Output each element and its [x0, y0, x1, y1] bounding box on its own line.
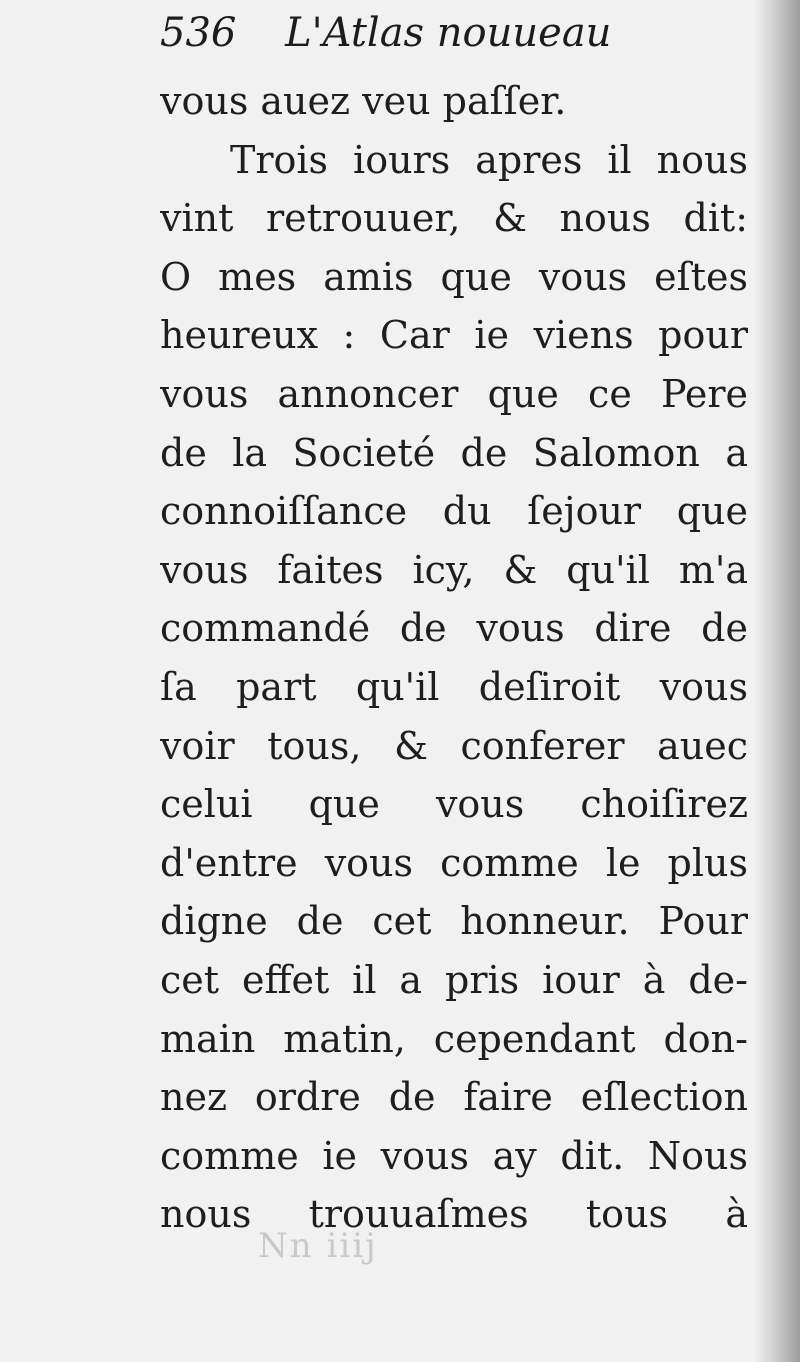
page-number: 536 [160, 10, 237, 56]
text-line: comme ie vous ay dit. Nous [160, 1133, 748, 1178]
text-line: digne de cet honneur. Pour [160, 899, 748, 944]
text-line: vous annoncer que ce Pere [160, 371, 748, 416]
text-line: vous auez veu paſſer. [160, 79, 567, 123]
signature-mark: Nn iiij [258, 1226, 378, 1266]
text-line: vint retrouuer, & nous dit: [160, 196, 748, 241]
page-header [160, 10, 611, 56]
running-title: L'Atlas nouueau [285, 10, 612, 56]
text-line: nous trouuaſmes tous à [160, 1192, 748, 1237]
text-line: vous faites icy, & qu'il m'a [160, 547, 748, 592]
text-line: nez ordre de faire eſlection [160, 1075, 748, 1120]
body-text [160, 72, 748, 1244]
text-line: Trois iours apres il nous [230, 137, 748, 182]
text-line: ſa part qu'il deſiroit vous [160, 664, 748, 709]
text-line: d'entre vous comme le plus [160, 840, 748, 885]
text-line: main matin, cependant don- [160, 1016, 748, 1061]
text-line: de la Societé de Salomon a [160, 430, 748, 475]
text-line: commandé de vous dire de [160, 606, 748, 651]
text-line: cet effet il a pris iour à de- [160, 957, 748, 1002]
text-line: celui que vous choiſirez [160, 782, 748, 827]
page-spine-shadow [754, 0, 800, 1362]
text-line: heureux : Car ie viens pour [160, 313, 748, 358]
text-line: connoiſſance du ſejour que [160, 489, 748, 534]
text-line: voir tous, & conferer auec [160, 723, 748, 768]
text-line: O mes amis que vous eſtes [160, 254, 748, 299]
